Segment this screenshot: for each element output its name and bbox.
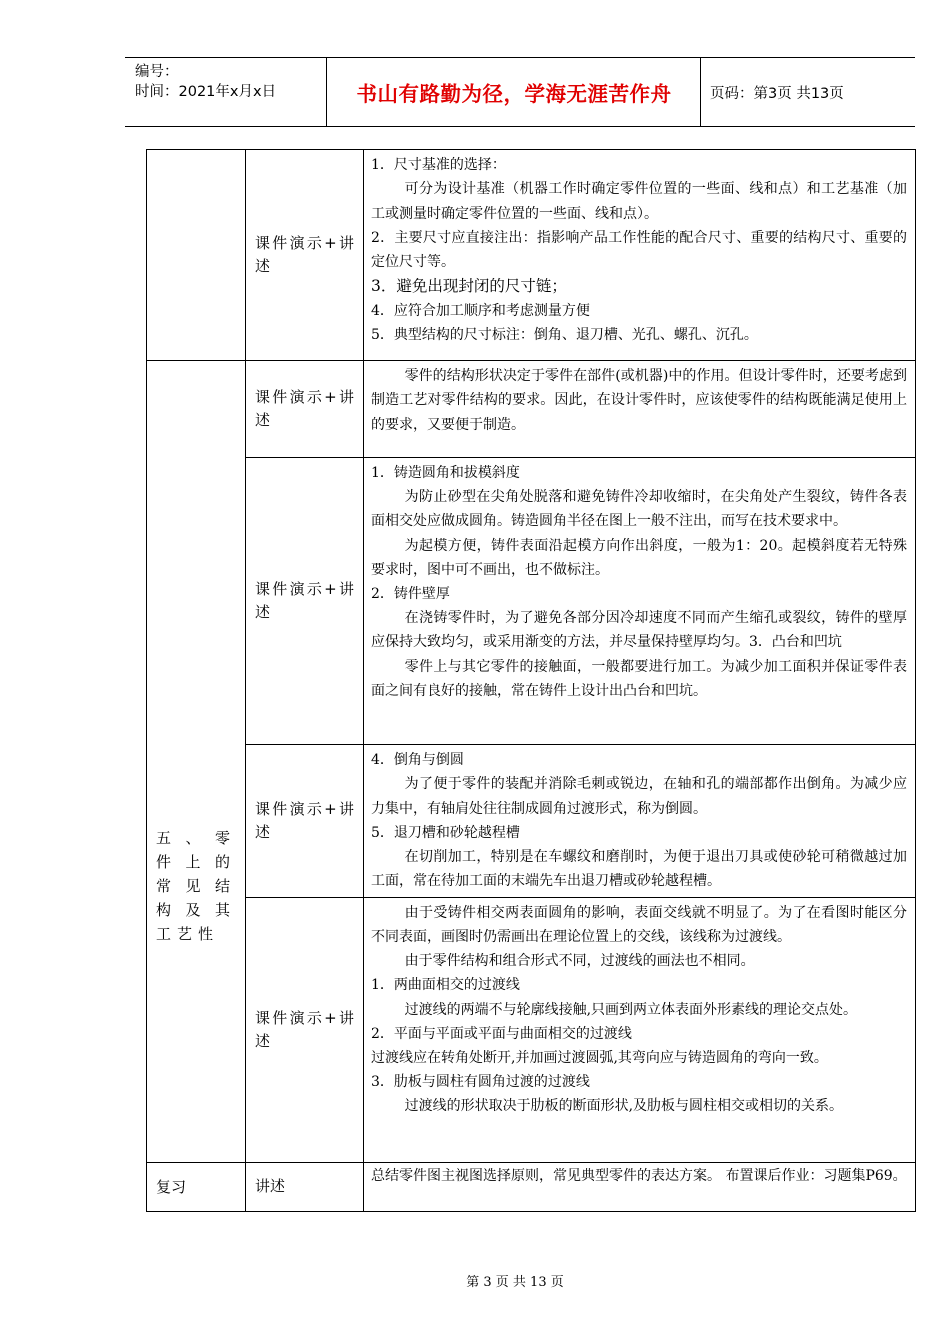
content-heading: 4．倒角与倒圆 <box>371 752 464 768</box>
content-paragraph: 4．应符合加工顺序和考虑测量方便 <box>371 302 590 319</box>
table-row <box>147 361 916 458</box>
content-paragraph: 过渡线应在转角处断开,并加画过渡圆弧,其弯向应与铸造圆角的弯向一致。 <box>371 1050 828 1066</box>
review-cell <box>147 1162 246 1211</box>
method-cell <box>246 150 364 361</box>
section-cell-empty <box>147 150 246 361</box>
table-row <box>147 897 916 1162</box>
method-label: 课件演示+讲述 <box>255 234 354 275</box>
method-label: 课件演示+讲述 <box>255 388 354 429</box>
page-header <box>125 57 915 127</box>
content-paragraph: 3．避免出现封闭的尺寸链； <box>371 277 567 296</box>
content-paragraph: 总结零件图主视图选择原则，常见典型零件的表达方案。 布置课后作业：习题集P69。 <box>371 1167 907 1184</box>
content-paragraph: 在切削加工，特别是在车螺纹和磨削时，为便于退出刀具或使砂轮可稍微越过加工面，常在待加工面的末端先车出退刀槽或砂轮越程槽。 <box>371 849 907 890</box>
document-number-label: 编号： <box>135 64 179 80</box>
method-cell <box>246 361 364 458</box>
content-heading: 2．平面与平面或平面与曲面相交的过渡线 <box>371 1025 632 1042</box>
review-label: 复习 <box>156 1177 187 1196</box>
content-cell <box>364 745 916 898</box>
content-cell <box>364 361 916 458</box>
table-row <box>147 458 916 745</box>
page-footer: 第 3 页 共 13 页 <box>466 1275 564 1290</box>
section-title: 五、零件上的常见结构及其工艺性 <box>156 829 236 944</box>
method-cell <box>246 1162 364 1211</box>
table-row <box>147 1162 916 1211</box>
lesson-plan-table <box>146 149 916 1212</box>
method-label: 课件演示+讲述 <box>255 1008 354 1050</box>
content-paragraph: 2．主要尺寸应直接注出：指影响产品工作性能的配合尺寸、重要的结构尺寸、重要的定位尺寸等。 <box>371 229 907 271</box>
content-paragraph: 为防止砂型在尖角处脱落和避免铸件冷却收缩时，在尖角处产生裂纹，铸件各表面相交处应做成圆角。铸造圆角半径在图上一般不注出，而写在技术要求中。 <box>371 489 907 530</box>
content-heading: 1．尺寸基准的选择： <box>371 157 506 173</box>
content-paragraph: 过渡线的形状取决于肋板的断面形状,及肋板与圆柱相交或相切的关系。 <box>404 1098 844 1115</box>
document-time-label: 时间：2021年x月x日 <box>135 84 277 100</box>
content-heading: 1．两曲面相交的过渡线 <box>371 977 520 994</box>
table-row <box>147 150 916 361</box>
content-paragraph: 零件上与其它零件的接触面，一般都要进行加工。为减少加工面积并保证零件表面之间有良好的接触，常在铸件上设计出凸台和凹坑。 <box>371 658 907 699</box>
content-cell <box>364 1162 916 1211</box>
content-heading: 5．退刀槽和砂轮越程槽 <box>371 824 520 841</box>
content-cell <box>364 458 916 745</box>
content-paragraph: 为了便于零件的装配并消除毛刺或锐边，在轴和孔的端部都作出倒角。为减少应力集中，有轴肩处往往制成圆角过渡形式，称为倒圆。 <box>371 776 907 817</box>
method-label: 课件演示+讲述 <box>255 799 354 841</box>
content-paragraph: 在浇铸零件时，为了避免各部分因冷却速度不同而产生缩孔或裂纹，铸件的壁厚应保持大致均匀，或采用渐变的方法，并尽量保持壁厚均匀。3．凸台和凹坑 <box>371 610 907 651</box>
content-heading: 3．肋板与圆柱有圆角过渡的过渡线 <box>371 1074 590 1091</box>
method-label: 讲述 <box>255 1177 286 1196</box>
content-paragraph: 由于零件结构和组合形式不同，过渡线的画法也不相同。 <box>404 953 755 970</box>
header-page-number: 页码：第3页 共13页 <box>710 86 844 102</box>
section-title-cell <box>147 361 246 1163</box>
header-motto: 书山有路勤为径，学海无涯苦作舟 <box>356 82 672 106</box>
method-cell <box>246 745 364 898</box>
content-paragraph: 由于受铸件相交两表面圆角的影响，表面交线就不明显了。为了在看图时能区分不同表面，画图时仍需画出在理论位置上的交线，该线称为过渡线。 <box>371 904 907 945</box>
content-paragraph: 为起模方便，铸件表面沿起模方向作出斜度，一般为1：20。起模斜度若无特殊要求时，图中可不画出，也不做标注。 <box>371 537 907 578</box>
content-cell <box>364 150 916 361</box>
content-paragraph: 5．典型结构的尺寸标注：倒角、退刀槽、光孔、螺孔、沉孔。 <box>371 327 758 344</box>
content-cell <box>364 897 916 1162</box>
content-paragraph: 零件的结构形状决定于零件在部件(或机器)中的作用。但设计零件时，还要考虑到制造工艺对零件结构的要求。因此，在设计零件时，应该使零件的结构既能满足使用上的要求，又要便于制造。 <box>371 368 907 433</box>
content-paragraph: 过渡线的两端不与轮廓线接触,只画到两立体表面外形素线的理论交点处。 <box>404 1001 858 1018</box>
content-paragraph: 可分为设计基准（机器工作时确定零件位置的一些面、线和点）和工艺基准（加工或测量时确定零件位置的一些面、线和点）。 <box>371 181 907 222</box>
table-row <box>147 745 916 898</box>
header-meta <box>135 62 325 102</box>
method-cell <box>246 458 364 745</box>
method-cell <box>246 897 364 1162</box>
content-heading: 1．铸造圆角和拔模斜度 <box>371 465 520 481</box>
header-divider <box>700 58 701 126</box>
content-heading: 2．铸件壁厚 <box>371 586 450 603</box>
method-label: 课件演示+讲述 <box>255 580 354 621</box>
